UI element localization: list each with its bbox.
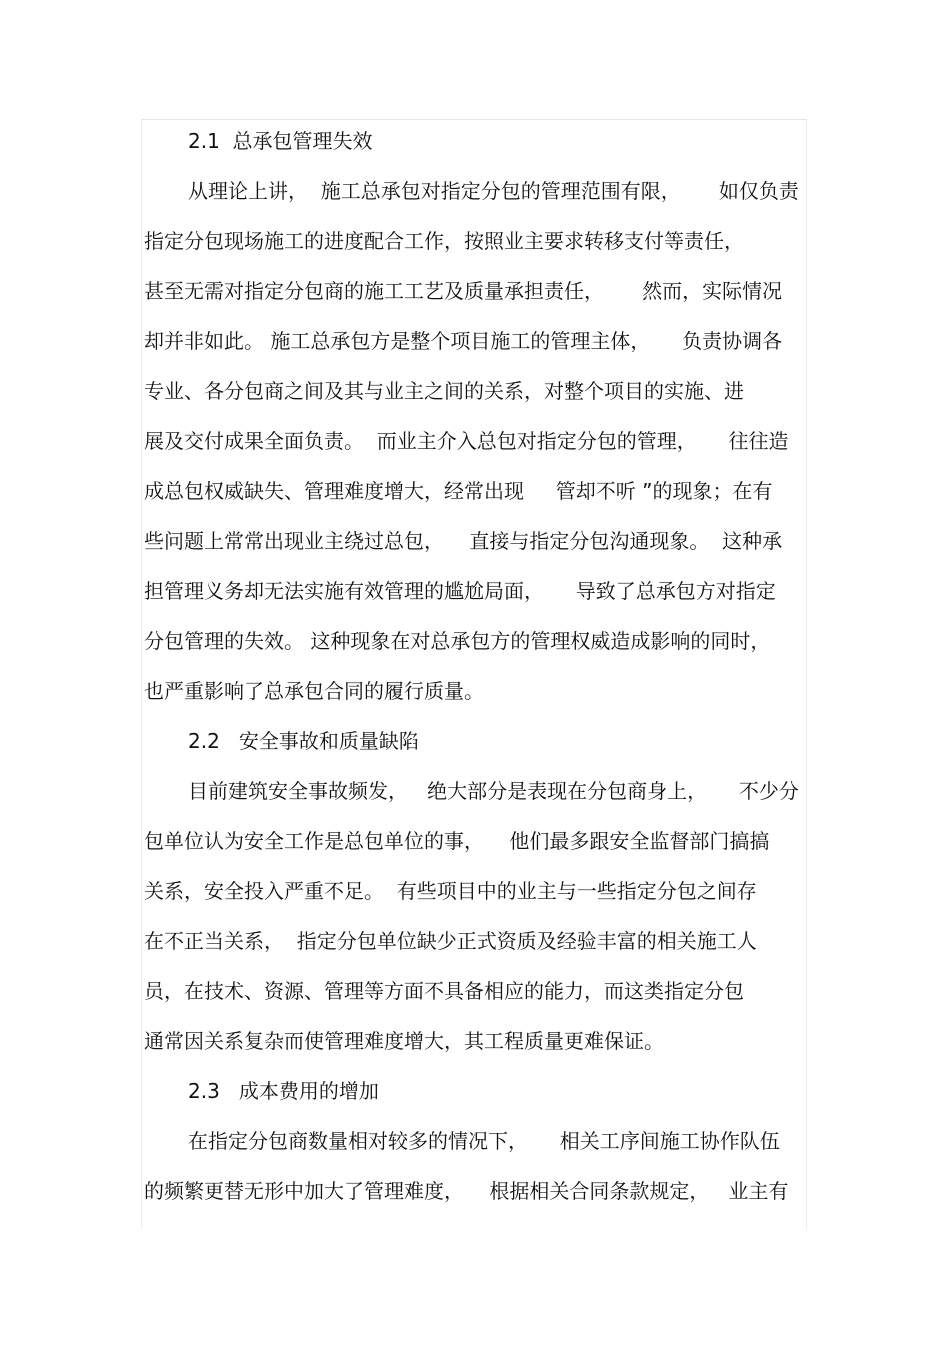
- paragraph-line: 包单位认为安全工作是总包单位的事， 他们最多跟安全监督部门搞搞: [144, 829, 770, 853]
- paragraph-line: 甚至无需对指定分包商的施工工艺及质量承担责任， 然而，实际情况: [144, 279, 783, 303]
- paragraph-line: 员，在技术、资源、管理等方面不具备相应的能力，而这类指定分包: [144, 979, 744, 1003]
- paragraph-line: 指定分包现场施工的进度配合工作，按照业主要求转移支付等责任，: [144, 229, 744, 253]
- paragraph-line: 些问题上常常出现业主绕过总包， 直接与指定分包沟通现象。 这种承: [144, 529, 783, 553]
- paragraph-line: 目前建筑安全事故频发， 绝大部分是表现在分包商身上， 不少分: [188, 779, 799, 803]
- paragraph-line: 在指定分包商数量相对较多的情况下， 相关工序间施工协作队伍: [188, 1129, 780, 1153]
- paragraph-line: 专业、各分包商之间及其与业主之间的关系，对整个项目的实施、进: [144, 379, 744, 403]
- section-heading-2-1: 2.1 总承包管理失效: [188, 129, 373, 153]
- paragraph-line: 也严重影响了总承包合同的履行质量。: [144, 679, 484, 703]
- paragraph-line: 成总包权威缺失、管理难度增大，经常出现 管却不听 ”的现象；在有: [144, 479, 773, 503]
- paragraph-line: 展及交付成果全面负责。 而业主介入总包对指定分包的管理， 往往造: [144, 429, 789, 453]
- paragraph-line: 从理论上讲， 施工总承包对指定分包的管理范围有限， 如仅负责: [188, 179, 799, 203]
- paragraph-line: 分包管理的失效。 这种现象在对总承包方的管理权威造成影响的同时，: [144, 629, 771, 653]
- paragraph-line: 却并非如此。 施工总承包方是整个项目施工的管理主体， 负责协调各: [144, 329, 783, 353]
- paragraph-line: 通常因关系复杂而使管理难度增大，其工程质量更难保证。: [144, 1029, 664, 1053]
- paragraph-line: 的频繁更替无形中加大了管理难度， 根据相关合同条款规定， 业主有: [144, 1179, 789, 1203]
- paragraph-line: 担管理义务却无法实施有效管理的尴尬局面， 导致了总承包方对指定: [144, 579, 776, 603]
- paragraph-line: 关系，安全投入严重不足。 有些项目中的业主与一些指定分包之间存: [144, 879, 757, 903]
- section-heading-2-2: 2.2 安全事故和质量缺陷: [188, 729, 419, 753]
- section-heading-2-3: 2.3 成本费用的增加: [188, 1079, 379, 1103]
- paragraph-line: 在不正当关系， 指定分包单位缺少正式资质及经验丰富的相关施工人: [144, 929, 757, 953]
